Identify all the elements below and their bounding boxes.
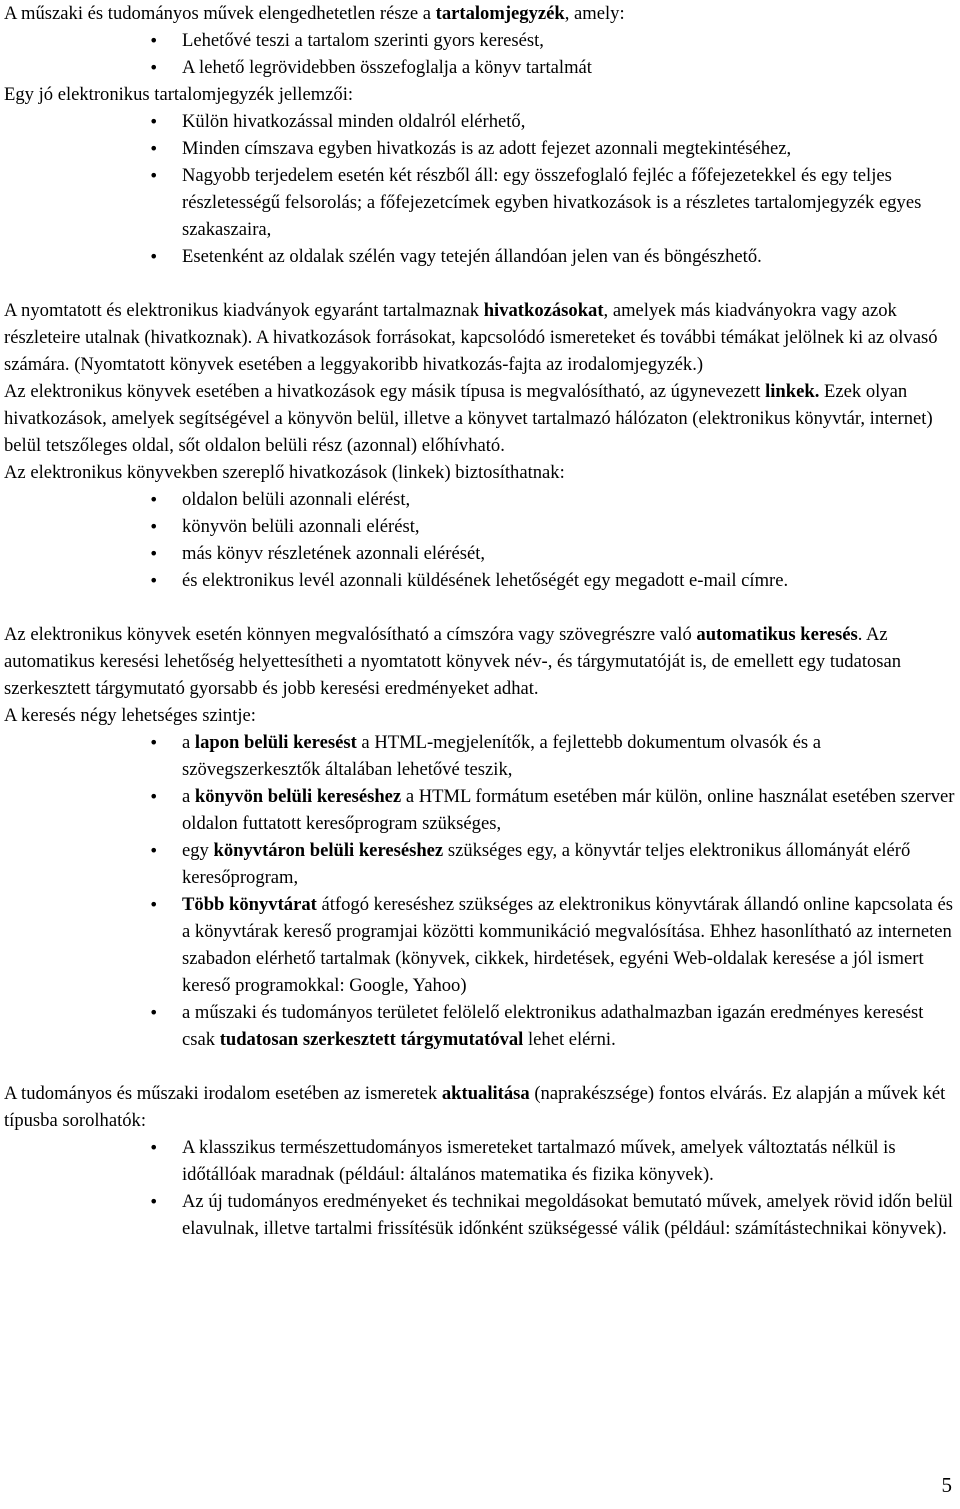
text: A tudományos és műszaki irodalom esetében az ismeretek: [4, 1083, 442, 1104]
paragraph-actuality: [4, 1080, 956, 1134]
list-item: [4, 783, 956, 837]
list-item: [4, 891, 956, 999]
list-item: • Esetenként az oldalak szélén vagy tetején állandóan jelen van és böngészhető.: [4, 243, 956, 270]
paragraph-references: [4, 297, 956, 378]
text: a műszaki és tudományos területet felölelő elektronikus adathalmazban igazán eredményes keresést csak: [182, 1002, 924, 1050]
list-item: [4, 729, 956, 783]
list-item: [4, 999, 956, 1053]
spacer: [4, 594, 956, 621]
text: Az elektronikus könyvek esetében a hivatkozások egy másik típusa is megvalósítható, az úgynevezett: [4, 381, 766, 402]
paragraph-search-levels: A keresés négy lehetséges szintje:: [4, 705, 256, 726]
paragraph-toc-intro: [4, 0, 956, 27]
list-item: • könyvön belüli azonnali elérést,: [4, 513, 956, 540]
bold-term: hivatkozásokat: [483, 300, 604, 321]
text: , amelyek más kiadványokra vagy azok részleteire utalnak (hivatkoznak). A hivatkozások forrásokat, kapcsolódó ismereteket és további témákat jelölnek ki az olvasó számára. (Nyomtatott könyvek esetében a leggyakoribb hivatkozás-fajta az irodalomjegyzék.): [4, 300, 938, 375]
list-item: • Minden címszava egyben hivatkozás is az adott fejezet azonnali megtekintéséhez,: [4, 135, 956, 162]
text: A nyomtatott és elektronikus kiadványok egyaránt tartalmaznak: [4, 300, 484, 321]
list-item: • A klasszikus természettudományos ismereteket tartalmazó művek, amelyek változtatás nélkül is időtállóak maradnak (például: általános matematika és fizika könyvek).: [4, 1134, 956, 1188]
page-number: 5: [941, 1473, 952, 1497]
list-item: [4, 837, 956, 891]
bold-term: Több könyvtárat: [182, 894, 317, 915]
paragraph-links-provide: Az elektronikus könyvekben szereplő hivatkozások (linkek) biztosíthatnak:: [4, 462, 565, 483]
bullet-list-search-levels: [4, 729, 956, 1053]
list-item: • és elektronikus levél azonnali küldésének lehetőségét egy megadott e-mail címre.: [4, 567, 956, 594]
bullet-list-etoc-features: [4, 108, 956, 270]
bold-term: lapon belüli keresést: [194, 732, 357, 753]
list-item: • más könyv részletének azonnali elérését,: [4, 540, 956, 567]
text: . Az automatikus keresési lehetőség helyettesítheti a nyomtatott könyvek név-, és tárgymutatóját is, de emellett egy tudatosan szerkesztett tárgymutató gyorsabb és jobb keresési eredményeket adhat.: [4, 624, 902, 699]
text: Ezek olyan hivatkozások, amelyek segítségével a könyvön belül, illetve a könyvet tartalmazó hálózaton (elektronikus könyvtár, internet) belül tetszőleges oldal, sőt oldalon belüli rész (azonnal) előhívható.: [4, 381, 933, 456]
list-item: • oldalon belüli azonnali elérést,: [4, 486, 956, 513]
bold-term: automatikus keresés: [696, 624, 858, 645]
text: a: [182, 732, 195, 753]
bullet-list-toc-benefits: [4, 27, 956, 81]
text: A műszaki és tudományos művek elengedhetetlen része a: [4, 3, 436, 24]
bold-term: könyvön belüli kereséshez: [194, 786, 402, 807]
bold-term: tartalomjegyzék: [435, 3, 565, 24]
paragraph-links: [4, 378, 956, 459]
text: a HTML formátum esetében már külön, online használat esetében szerver oldalon futtatott keresőprogram szükséges,: [182, 786, 955, 834]
bold-term: aktualitása: [441, 1083, 530, 1104]
paragraph-automatic-search: [4, 621, 956, 702]
spacer: [4, 1053, 956, 1080]
document-page: [4, 0, 956, 1242]
text: , amely:: [564, 3, 625, 24]
bold-term: könyvtáron belüli kereséshez: [213, 840, 444, 861]
text: (naprakészsége) fontos elvárás. Ez alapján a művek két típusba sorolhatók:: [4, 1083, 946, 1131]
bold-term: tudatosan szerkesztett tárgymutatóval: [219, 1029, 524, 1050]
text: szükséges egy, a könyvtár teljes elektronikus állományát elérő keresőprogram,: [182, 840, 911, 888]
text: a HTML-megjelenítők, a fejlettebb dokumentum olvasók és a szövegszerkesztők általában lehetővé teszik,: [182, 732, 821, 780]
text: egy: [182, 840, 214, 861]
list-item: • A lehető legrövidebben összefoglalja a könyv tartalmát: [4, 54, 956, 81]
list-item: • Nagyobb terjedelem esetén két részből áll: egy összefoglaló fejléc a főfejezetekkel és egy teljes részletességű felsorolás; a főfejezetcímek egyben hivatkozások is a részletes tartalomjegyzék egyes szakaszaira,: [4, 162, 956, 243]
bullet-list-work-types: [4, 1134, 956, 1242]
paragraph-etoc-features: Egy jó elektronikus tartalomjegyzék jellemzői:: [4, 84, 354, 105]
text: lehet elérni.: [523, 1029, 616, 1050]
text: átfogó kereséshez szükséges az elektronikus könyvtárak állandó online kapcsolata és a könyvtárak kereső programjai közötti kommunikáció megvalósítása. Ehhez hasonlítható az interneten szabadon elérhető tartalmak (könyvek, cikkek, hirdetések, egyéni Web-oldalak keresése a jól ismert kereső programokkal: Google, Yahoo): [182, 894, 953, 996]
list-item: • Az új tudományos eredményeket és technikai megoldásokat bemutató művek, amelyek rövid időn belül elavulnak, illetve tartalmi frissítésük időnként szükségessé válik (például: számítástechnikai könyvek).: [4, 1188, 956, 1242]
text: a: [182, 786, 195, 807]
bullet-list-link-access: [4, 486, 956, 594]
list-item: • Lehetővé teszi a tartalom szerinti gyors keresést,: [4, 27, 956, 54]
text: Az elektronikus könyvek esetén könnyen megvalósítható a címszóra vagy szövegrészre való: [4, 624, 697, 645]
spacer: [4, 270, 956, 297]
list-item: • Külön hivatkozással minden oldalról elérhető,: [4, 108, 956, 135]
bold-term: linkek.: [765, 381, 820, 402]
